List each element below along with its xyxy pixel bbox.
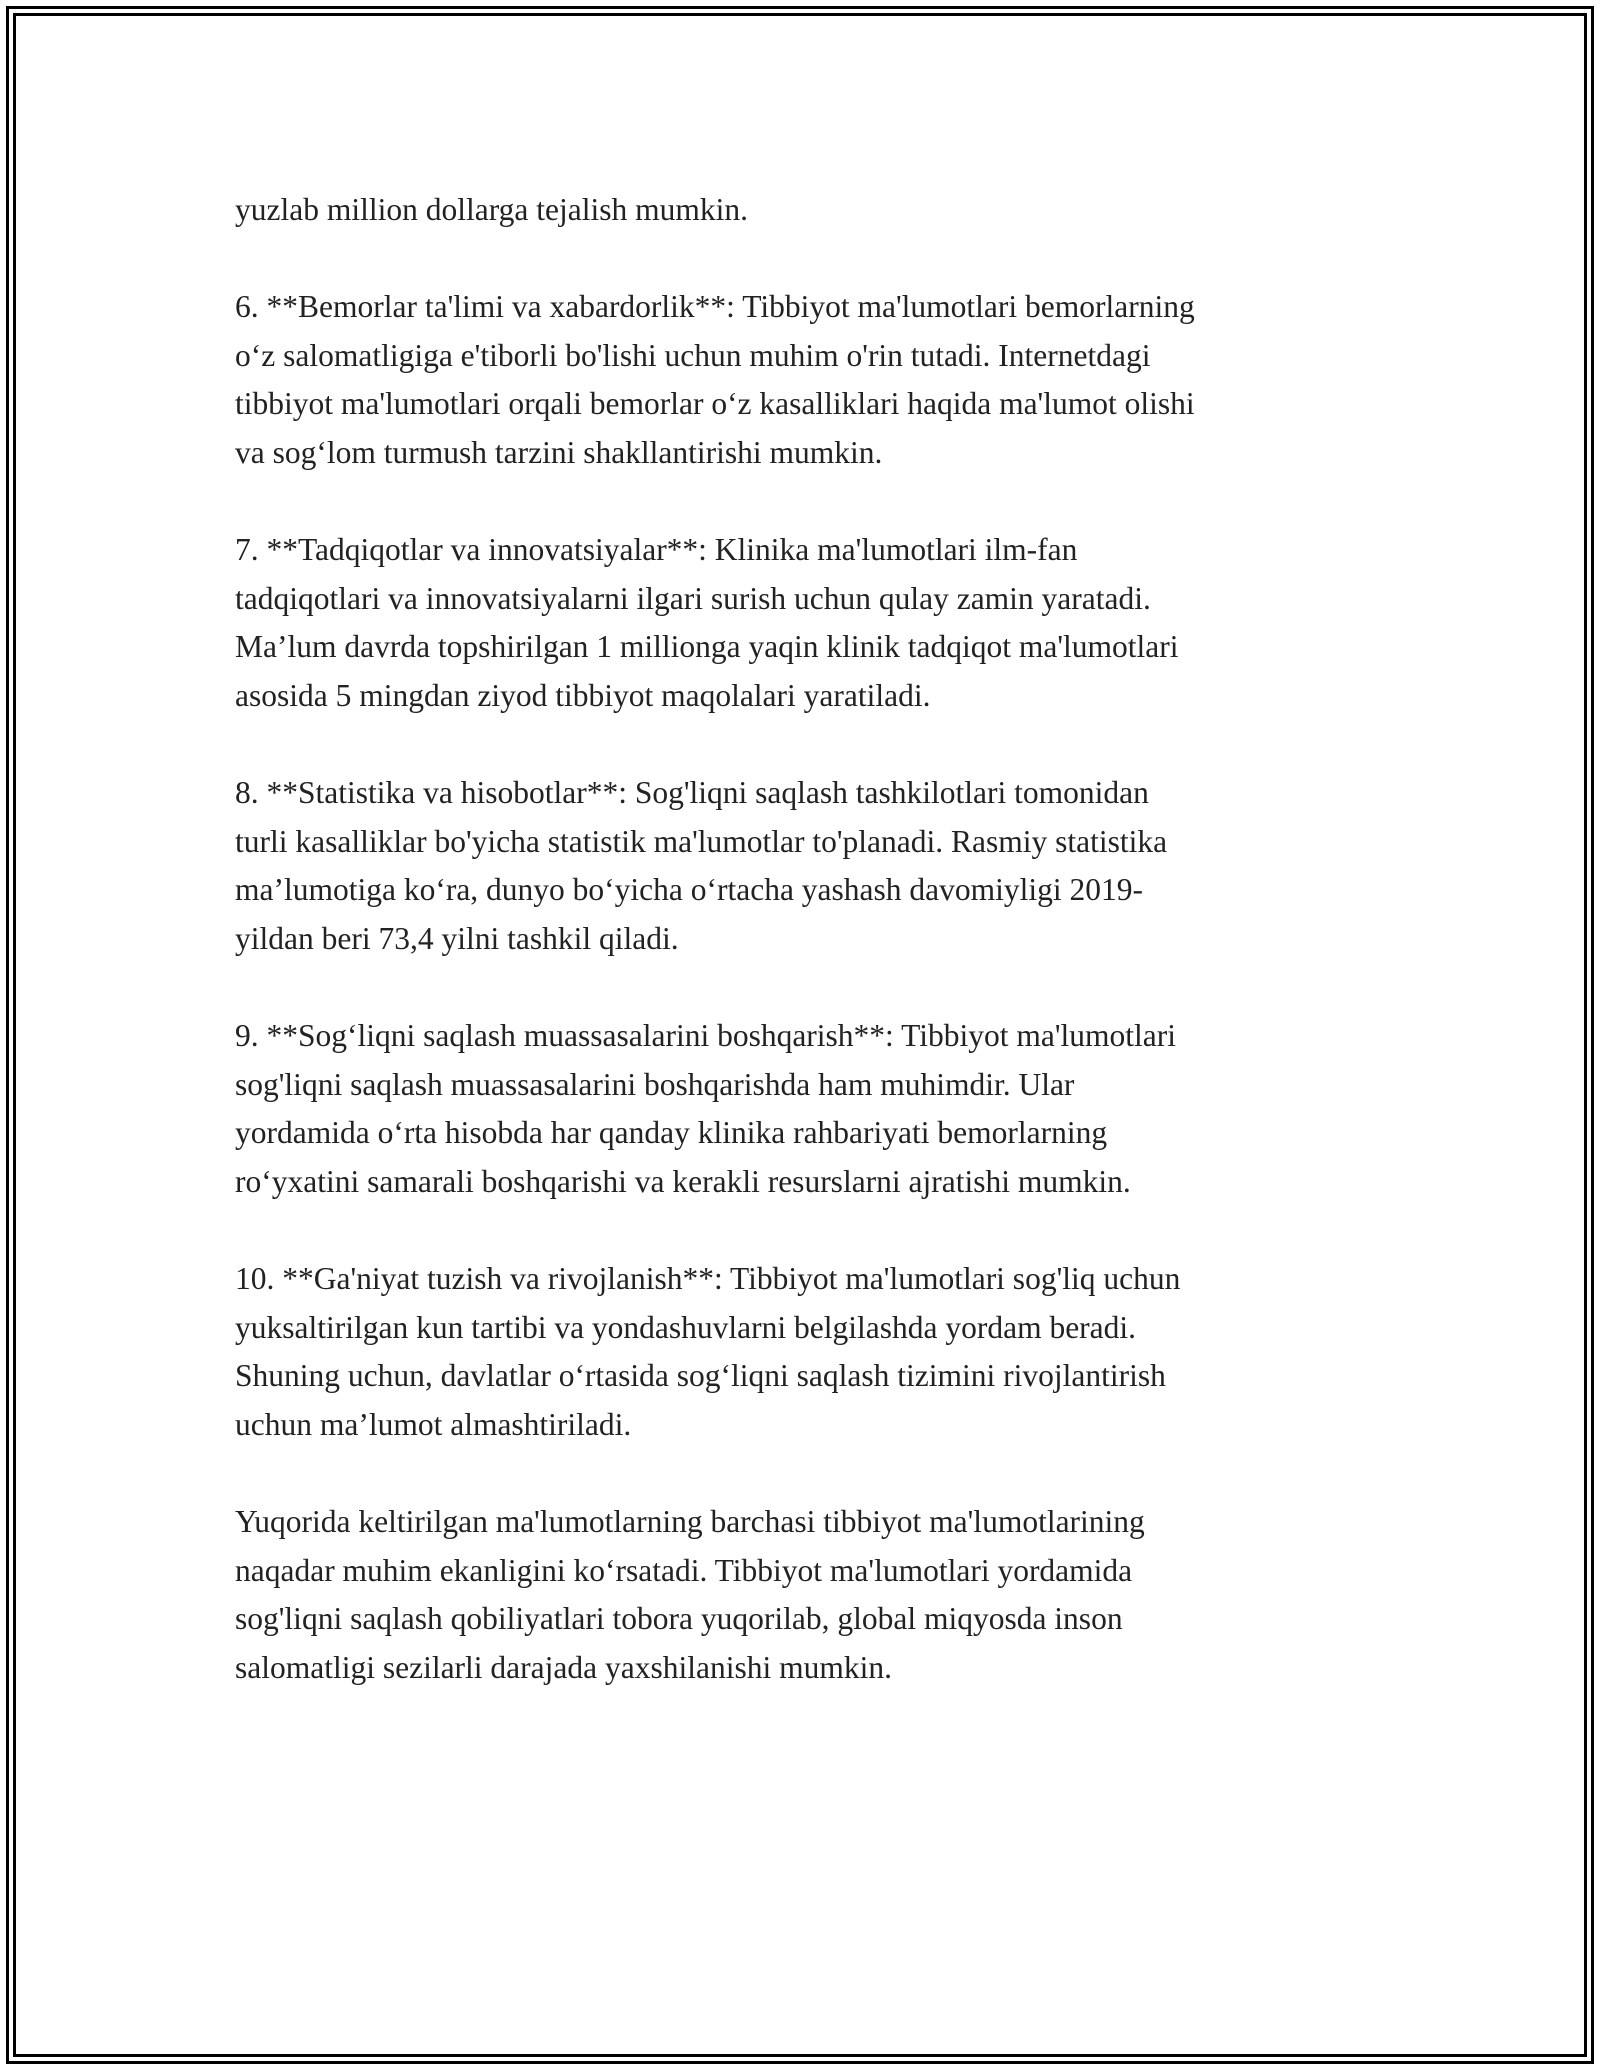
paragraph-item-10: 10. **Ga'niyat tuzish va rivojlanish**: Tibbiyot ma'lumotlari sog'liq uchun yuksaltirilgan kun tartibi va yondashuvlarni belgilashda yordam beradi. Shuning uchun, davlatlar o‘rtasida sog‘liqni saqlash tizimini rivojlantirish uchun ma’lumot almashtiriladi.	[235, 1261, 1181, 1442]
paragraph-item-6: 6. **Bemorlar ta'limi va xabardorlik**: Tibbiyot ma'lumotlari bemorlarning o‘z salomatligiga e'tiborli bo'lishi uchun muhim o'rin tutadi. Internetdagi tibbiyot ma'lumotlari orqali bemorlar o‘z kasalliklari haqida ma'lumot olishi va sog‘lom turmush tarzini shakllantirishi mumkin.	[235, 289, 1195, 470]
document-body	[235, 186, 1375, 1741]
paragraph-conclusion: Yuqorida keltirilgan ma'lumotlarning barchasi tibbiyot ma'lumotlarining naqadar muhim ekanligini ko‘rsatadi. Tibbiyot ma'lumotlari yordamida sog'liqni saqlash qobiliyatlari tobora yuqorilab, global miqyosda inson salomatligi sezilarli darajada yaxshilanishi mumkin.	[235, 1504, 1145, 1685]
paragraph-item-9: 9. **Sog‘liqni saqlash muassasalarini boshqarish**: Tibbiyot ma'lumotlari sog'liqni saqlash muassasalarini boshqarishda ham muhimdir. Ular yordamida o‘rta hisobda har qanday klinika rahbariyati bemorlarning ro‘yxatini samarali boshqarishi va kerakli resurslarni ajratishi mumkin.	[235, 1018, 1177, 1199]
paragraph-item-8: 8. **Statistika va hisobotlar**: Sog'liqni saqlash tashkilotlari tomonidan turli kasalliklar bo'yicha statistik ma'lumotlar to'planadi. Rasmiy statistika ma’lumotiga ko‘ra, dunyo bo‘yicha o‘rtacha yashash davomiyligi 2019- yildan beri 73,4 yilni tashkil qiladi.	[235, 775, 1168, 956]
paragraph-item-7: 7. **Tadqiqotlar va innovatsiyalar**: Klinika ma'lumotlari ilm-fan tadqiqotlari va innovatsiyalarni ilgari surish uchun qulay zamin yaratadi. Ma’lum davrda topshirilgan 1 millionga yaqin klinik tadqiqot ma'lumotlari asosida 5 mingdan ziyod tibbiyot maqolalari yaratiladi.	[235, 532, 1179, 713]
paragraph-continuation: yuzlab million dollarga tejalish mumkin.	[235, 192, 748, 227]
